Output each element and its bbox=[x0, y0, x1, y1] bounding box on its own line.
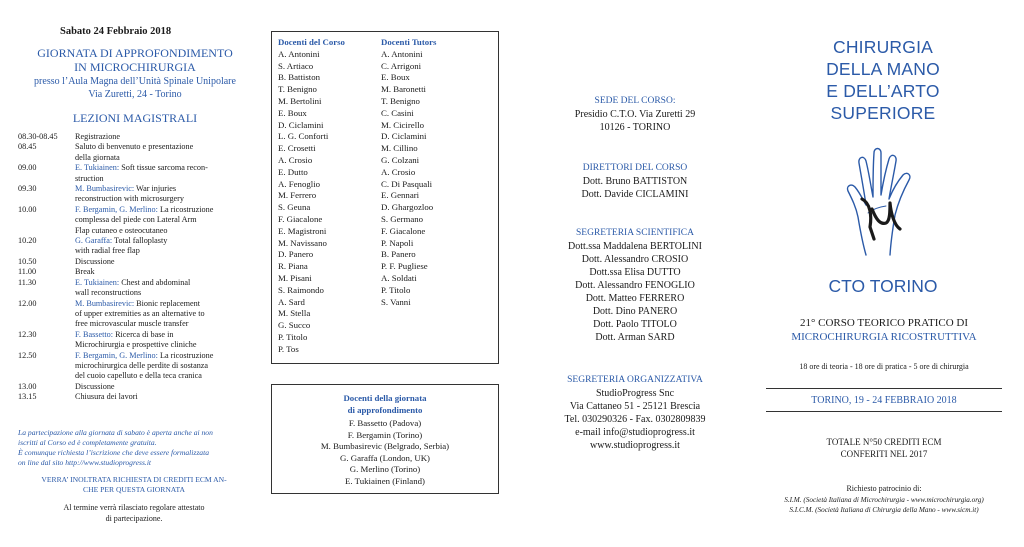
venue-line: Via Zuretti, 24 - Torino bbox=[88, 88, 182, 100]
docenti-header: Docenti del Corso bbox=[278, 37, 345, 47]
giornata-faculty-title-line: di approfondimento bbox=[347, 404, 423, 415]
schedule-line-text: struction bbox=[75, 173, 104, 183]
tutor-name: E. Boux bbox=[381, 72, 410, 83]
schedule-line bbox=[75, 392, 258, 402]
tutors-column bbox=[381, 37, 436, 308]
schedule-speaker: M. Bumbasirevic: bbox=[75, 298, 135, 308]
docente-name: A. Antonini bbox=[278, 48, 320, 59]
schedule-text bbox=[75, 330, 258, 351]
hand-logo-icon bbox=[846, 143, 924, 258]
direttori-header: DIRETTORI DEL CORSO bbox=[582, 163, 688, 173]
schedule-row bbox=[18, 330, 258, 351]
direttore-line: Dott. Bruno BATTISTON bbox=[582, 176, 688, 187]
segreteria-scientifica-list bbox=[530, 240, 740, 344]
attestato-line: Al termine verrà rilasciato regolare attestato bbox=[63, 503, 205, 512]
schedule-line-text: microchirurgica delle perdite di sostanza bbox=[75, 360, 209, 370]
credits-line: CONFERITI NEL 2017 bbox=[840, 449, 928, 459]
corso-line: MICROCHIRURGIA RICOSTRUTTIVA bbox=[791, 331, 977, 343]
schedule-line bbox=[75, 330, 258, 340]
course-hours: 18 ore di teoria - 18 ore di pratica - 5 ore di chirurgia bbox=[799, 362, 969, 371]
schedule-row bbox=[18, 205, 258, 236]
segreteria-organizzativa-line: Tel. 030290326 - Fax. 0302809839 bbox=[564, 414, 706, 425]
segreteria-scientifica-line: Dott. Alessandro CROSIO bbox=[581, 254, 689, 265]
direttori-section bbox=[530, 162, 740, 201]
docente-name: A. Sard bbox=[278, 296, 305, 307]
schedule-line bbox=[75, 226, 258, 236]
lezioni-title: LEZIONI MAGISTRALI bbox=[72, 111, 198, 125]
schedule-line bbox=[75, 236, 258, 246]
schedule-line-text: Microchirurgia e prospettive cliniche bbox=[75, 340, 197, 350]
segreteria-scientifica-line: Dott.ssa Elisa DUTTO bbox=[589, 267, 681, 278]
schedule-line bbox=[75, 215, 258, 225]
schedule-line-text: War injuries bbox=[134, 184, 177, 194]
cover-title-line: SUPERIORE bbox=[830, 103, 936, 123]
schedule-row bbox=[18, 382, 258, 392]
cto-torino-title: CTO TORINO bbox=[828, 276, 938, 296]
docente-name: E. Crosetti bbox=[278, 143, 316, 154]
tutor-name: E. Gennari bbox=[381, 190, 420, 201]
credits-line: TOTALE N°50 CREDITI ECM bbox=[826, 437, 942, 447]
note-line: on line dal sito http://www.studioprogress.it bbox=[18, 458, 152, 467]
tutor-name: M. Baronetti bbox=[381, 84, 426, 95]
schedule-time: 10.20 bbox=[18, 236, 37, 246]
giornata-faculty-box bbox=[271, 384, 499, 494]
docente-name: R. Piana bbox=[278, 261, 308, 272]
schedule-line-text: Chest and abdominal bbox=[119, 277, 191, 287]
attestato-line: di partecipazione. bbox=[105, 514, 163, 523]
faculty-box bbox=[271, 31, 499, 364]
segreteria-organizzativa-line: StudioProgress Snc bbox=[595, 388, 675, 399]
cover-title-line: DELLA MANO bbox=[826, 59, 940, 79]
cover-title-line: CHIRURGIA bbox=[833, 37, 933, 57]
giornata-faculty-list bbox=[272, 418, 498, 488]
schedule-line bbox=[75, 319, 258, 329]
course-dates: TORINO, 19 - 24 FEBBRAIO 2018 bbox=[811, 395, 957, 406]
sede-line: 10126 - TORINO bbox=[599, 122, 671, 133]
schedule-row bbox=[18, 132, 258, 142]
tutor-name: C. Casini bbox=[381, 107, 414, 118]
tutor-name: A. Soldati bbox=[381, 272, 417, 283]
tutor-name: C. Arrigoni bbox=[381, 60, 422, 71]
schedule-speaker: M. Bumbasirevic: bbox=[75, 184, 135, 194]
tutor-name: M. Cicirello bbox=[381, 119, 425, 130]
schedule-time: 09.30 bbox=[18, 184, 37, 194]
giornata-docente-name: M. Bumbasirevic (Belgrado, Serbia) bbox=[320, 441, 450, 452]
schedule-line bbox=[75, 361, 258, 371]
schedule-line-text: reconstruction with microsurgery bbox=[75, 194, 184, 204]
tutors-header: Docenti Tutors bbox=[381, 37, 437, 47]
attestato-note bbox=[18, 502, 250, 524]
tutor-name: A. Crosio bbox=[381, 166, 416, 177]
segreteria-organizzativa-section bbox=[530, 374, 740, 452]
tutor-name: P. F. Pugliese bbox=[381, 261, 428, 272]
tutor-name: D. Ghargozloo bbox=[381, 202, 434, 213]
note-line: La partecipazione alla giornata di sabato è aperta anche ai non bbox=[18, 428, 213, 437]
corso-line: 21° CORSO TEORICO PRATICO DI bbox=[800, 317, 968, 329]
schedule-text bbox=[75, 299, 258, 330]
tutor-name: A. Antonini bbox=[381, 48, 423, 59]
corso-title bbox=[762, 316, 1006, 344]
schedule-line-text: free microvascular muscle transfer bbox=[75, 319, 189, 329]
docente-name: P. Tos bbox=[278, 343, 299, 354]
schedule-line-text: Break bbox=[75, 267, 95, 277]
giornata-docente-name: E. Tukiainen (Finland) bbox=[345, 475, 425, 486]
segreteria-scientifica-line: Dott. Arman SARD bbox=[595, 332, 675, 343]
participation-note bbox=[18, 428, 250, 468]
tutor-name: F. Giacalone bbox=[381, 225, 426, 236]
ecm-line: CHE PER QUESTA GIORNATA bbox=[83, 485, 185, 494]
giornata-venue bbox=[20, 76, 250, 101]
tutor-name: S. Germano bbox=[381, 213, 424, 224]
schedule-line bbox=[75, 246, 258, 256]
schedule-text bbox=[75, 392, 258, 402]
schedule-line-text: Total falloplasty bbox=[112, 236, 168, 246]
giornata-faculty-title bbox=[272, 393, 498, 416]
docente-name: S. Geuna bbox=[278, 202, 311, 213]
note-line: È comunque richiesta l’iscrizione che deve essere formalizzata bbox=[18, 448, 209, 457]
schedule-line bbox=[75, 371, 258, 381]
docente-name: M. Navissano bbox=[278, 237, 327, 248]
tutor-name: T. Benigno bbox=[381, 95, 420, 106]
schedule-time: 10.00 bbox=[18, 204, 37, 214]
sede-line: Presidio C.T.O. Via Zuretti 29 bbox=[574, 109, 696, 120]
schedule-line bbox=[75, 163, 258, 173]
schedule-speaker: E. Tukiainen: bbox=[75, 277, 120, 287]
patrocinio bbox=[762, 484, 1006, 516]
schedule-time: 08.45 bbox=[18, 142, 37, 152]
segreteria-scientifica-line: Dott. Paolo TITOLO bbox=[593, 319, 677, 330]
segreteria-organizzativa-list bbox=[530, 387, 740, 452]
docente-name: M. Stella bbox=[278, 308, 311, 319]
tutor-name: M. Cillino bbox=[381, 143, 418, 154]
schedule-text bbox=[75, 278, 258, 299]
schedule-text bbox=[75, 132, 258, 142]
schedule-text bbox=[75, 267, 258, 277]
tutor-name: G. Colzani bbox=[381, 154, 420, 165]
schedule-time: 13.00 bbox=[18, 381, 37, 391]
tutor-name: P. Napoli bbox=[381, 237, 414, 248]
schedule-line-text: with radial free flap bbox=[75, 246, 140, 256]
docente-name: F. Giacalone bbox=[278, 213, 323, 224]
schedule-line-text: complessa del piede con Lateral Arm bbox=[75, 215, 197, 225]
docente-name: T. Benigno bbox=[278, 84, 317, 95]
docente-name: E. Boux bbox=[278, 107, 307, 118]
docente-name: G. Succo bbox=[278, 320, 311, 331]
schedule-line bbox=[75, 340, 258, 350]
docente-name: M. Ferrero bbox=[278, 190, 317, 201]
segreteria-organizzativa-header: SEGRETERIA ORGANIZZATIVA bbox=[567, 375, 703, 385]
tutor-name: B. Panero bbox=[381, 249, 416, 260]
schedule-speaker: F. Bassetto: bbox=[75, 329, 114, 339]
giornata-title-line: GIORNATA DI APPROFONDIMENTO bbox=[37, 46, 233, 60]
ecm-request-note bbox=[18, 475, 250, 495]
docente-name: E. Dutto bbox=[278, 166, 308, 177]
schedule-speaker: E. Tukiainen: bbox=[75, 163, 120, 173]
schedule-line bbox=[75, 194, 258, 204]
sede-header: SEDE DEL CORSO: bbox=[594, 96, 676, 106]
schedule-speaker: F. Bergamin, G. Merlino: bbox=[75, 204, 158, 214]
schedule-line-text: Chiusura dei lavori bbox=[75, 392, 138, 402]
sede-section bbox=[530, 95, 740, 134]
schedule-line-text: La ricostruzione bbox=[157, 350, 214, 360]
note-line: iscritti al Corso ed è completamente gratuita. bbox=[18, 438, 157, 447]
tutor-name: S. Vanni bbox=[381, 296, 411, 307]
schedule-time: 11.30 bbox=[18, 277, 37, 287]
docente-name: S. Raimondo bbox=[278, 284, 324, 295]
schedule-text bbox=[75, 163, 258, 184]
schedule-speaker: F. Bergamin, G. Merlino: bbox=[75, 350, 158, 360]
divider bbox=[766, 411, 1002, 412]
docente-name: S. Artiaco bbox=[278, 60, 314, 71]
schedule-time: 12.00 bbox=[18, 298, 37, 308]
docente-name: B. Battiston bbox=[278, 72, 321, 83]
docente-name: D. Ciclamini bbox=[278, 119, 324, 130]
schedule-time: 12.50 bbox=[18, 350, 37, 360]
schedule-text bbox=[75, 351, 258, 382]
schedule-row bbox=[18, 267, 258, 277]
schedule-line-text: La ricostruzione bbox=[157, 204, 214, 214]
giornata-title bbox=[20, 46, 250, 74]
docenti-list bbox=[278, 49, 345, 356]
schedule-line-text: Soft tissue sarcoma recon- bbox=[119, 163, 208, 173]
ecm-line: VERRA’ INOLTRATA RICHIESTA DI CREDITI ECM AN- bbox=[41, 475, 227, 484]
docente-name: P. Titolo bbox=[278, 331, 308, 342]
schedule-line bbox=[75, 267, 258, 277]
schedule-row bbox=[18, 142, 258, 163]
cover-title bbox=[778, 36, 988, 124]
schedule-line-text: Bionic replacement bbox=[134, 298, 201, 308]
patrocinio-line: S.I.C.M. (Società Italiana di Chirurgia della Mano - www.sicm.it) bbox=[789, 506, 979, 514]
segreteria-scientifica-line: Dott. Dino PANERO bbox=[592, 306, 678, 317]
schedule-line bbox=[75, 299, 258, 309]
schedule-line bbox=[75, 142, 258, 152]
giornata-docente-name: F. Bassetto (Padova) bbox=[348, 418, 422, 428]
docente-name: E. Magistroni bbox=[278, 225, 327, 236]
segreteria-scientifica-line: Dott. Matteo FERRERO bbox=[585, 293, 685, 304]
schedule-text bbox=[75, 205, 258, 236]
direttore-line: Dott. Davide CICLAMINI bbox=[581, 189, 689, 200]
schedule-text bbox=[75, 184, 258, 205]
docente-name: L. G. Conforti bbox=[278, 131, 329, 142]
schedule-row bbox=[18, 392, 258, 402]
schedule-line bbox=[75, 153, 258, 163]
schedule-line-text: Registrazione bbox=[75, 132, 121, 141]
event-date: Sabato 24 Febbraio 2018 bbox=[60, 26, 172, 37]
schedule-row bbox=[18, 299, 258, 330]
schedule-line bbox=[75, 132, 258, 142]
schedule-line bbox=[75, 184, 258, 194]
segreteria-scientifica-header: SEGRETERIA SCIENTIFICA bbox=[576, 228, 694, 238]
schedule-line-text: Saluto di benvenuto e presentazione bbox=[75, 142, 194, 152]
schedule-time: 13.15 bbox=[18, 392, 37, 402]
schedule-row bbox=[18, 236, 258, 257]
schedule-speaker: G. Garaffa: bbox=[75, 236, 113, 246]
schedule-line bbox=[75, 257, 258, 267]
schedule-row bbox=[18, 351, 258, 382]
segreteria-scientifica-line: Dott.ssa Maddalena BERTOLINI bbox=[568, 241, 702, 252]
segreteria-organizzativa-line: www.studioprogress.it bbox=[590, 440, 680, 451]
docenti-column bbox=[278, 37, 345, 356]
schedule-time: 12.30 bbox=[18, 329, 37, 339]
schedule-line bbox=[75, 309, 258, 319]
giornata-title-line: IN MICROCHIRURGIA bbox=[74, 60, 196, 74]
schedule-line bbox=[75, 174, 258, 184]
schedule-line-text: of upper extremities as an alternative to bbox=[75, 308, 205, 318]
schedule-line bbox=[75, 205, 258, 215]
venue-line: presso l’Aula Magna dell’Unità Spinale Unipolare bbox=[34, 76, 236, 87]
schedule-text bbox=[75, 142, 258, 163]
schedule-time: 09.00 bbox=[18, 163, 37, 173]
segreteria-scientifica-section bbox=[530, 227, 740, 344]
tutors-list bbox=[381, 49, 436, 309]
schedule-text bbox=[75, 382, 258, 392]
schedule-line bbox=[75, 278, 258, 288]
schedule-line-text: del cuoio capelluto e della teca cranica bbox=[75, 371, 202, 381]
schedule-line bbox=[75, 288, 258, 298]
schedule-time: 11.00 bbox=[18, 267, 37, 277]
docente-name: M. Pisani bbox=[278, 272, 312, 283]
schedule-line-text: della giornata bbox=[75, 152, 120, 162]
tutor-name: C. Di Pasquali bbox=[381, 178, 433, 189]
segreteria-organizzativa-line: Via Cattaneo 51 - 25121 Brescia bbox=[569, 401, 701, 412]
schedule-line-text: Discussione bbox=[75, 256, 115, 266]
docente-name: D. Panero bbox=[278, 249, 314, 260]
schedule-row bbox=[18, 184, 258, 205]
giornata-docente-name: G. Merlino (Torino) bbox=[349, 464, 421, 475]
docente-name: A. Fenoglio bbox=[278, 178, 321, 189]
docente-name: A. Crosio bbox=[278, 154, 313, 165]
tutor-name: D. Ciclamini bbox=[381, 131, 427, 142]
schedule-line bbox=[75, 382, 258, 392]
schedule-list bbox=[18, 132, 258, 403]
schedule-row bbox=[18, 163, 258, 184]
schedule-text bbox=[75, 257, 258, 267]
divider bbox=[766, 388, 1002, 389]
docente-name: M. Bertolini bbox=[278, 95, 322, 106]
schedule-time: 08.30-08.45 bbox=[18, 132, 58, 141]
tutor-name: P. Titolo bbox=[381, 284, 411, 295]
schedule-line bbox=[75, 351, 258, 361]
segreteria-organizzativa-line: e-mail info@studioprogress.it bbox=[575, 427, 695, 438]
giornata-docente-name: G. Garaffa (London, UK) bbox=[340, 452, 430, 463]
ecm-credits bbox=[766, 436, 1002, 460]
schedule-time: 10.50 bbox=[18, 256, 37, 266]
patrocinio-title: Richiesto patrocinio di: bbox=[846, 484, 922, 493]
schedule-line-text: wall reconstructions bbox=[75, 288, 142, 298]
cover-title-line: E DELL’ARTO bbox=[826, 81, 940, 101]
patrocinio-line: S.I.M. (Società Italiana di Microchirurgia - www.microchirurgia.org) bbox=[784, 495, 984, 504]
schedule-line-text: Flap cutaneo e osteocutaneo bbox=[75, 225, 168, 235]
giornata-docente-name: F. Bergamin (Torino) bbox=[347, 429, 423, 440]
schedule-line-text: Ricerca di base in bbox=[113, 329, 174, 339]
schedule-text bbox=[75, 236, 258, 257]
segreteria-scientifica-line: Dott. Alessandro FENOGLIO bbox=[575, 280, 695, 291]
giornata-faculty-title-line: Docenti della giornata bbox=[343, 393, 427, 403]
schedule-line-text: Discussione bbox=[75, 381, 115, 391]
schedule-row bbox=[18, 257, 258, 267]
schedule-row bbox=[18, 278, 258, 299]
